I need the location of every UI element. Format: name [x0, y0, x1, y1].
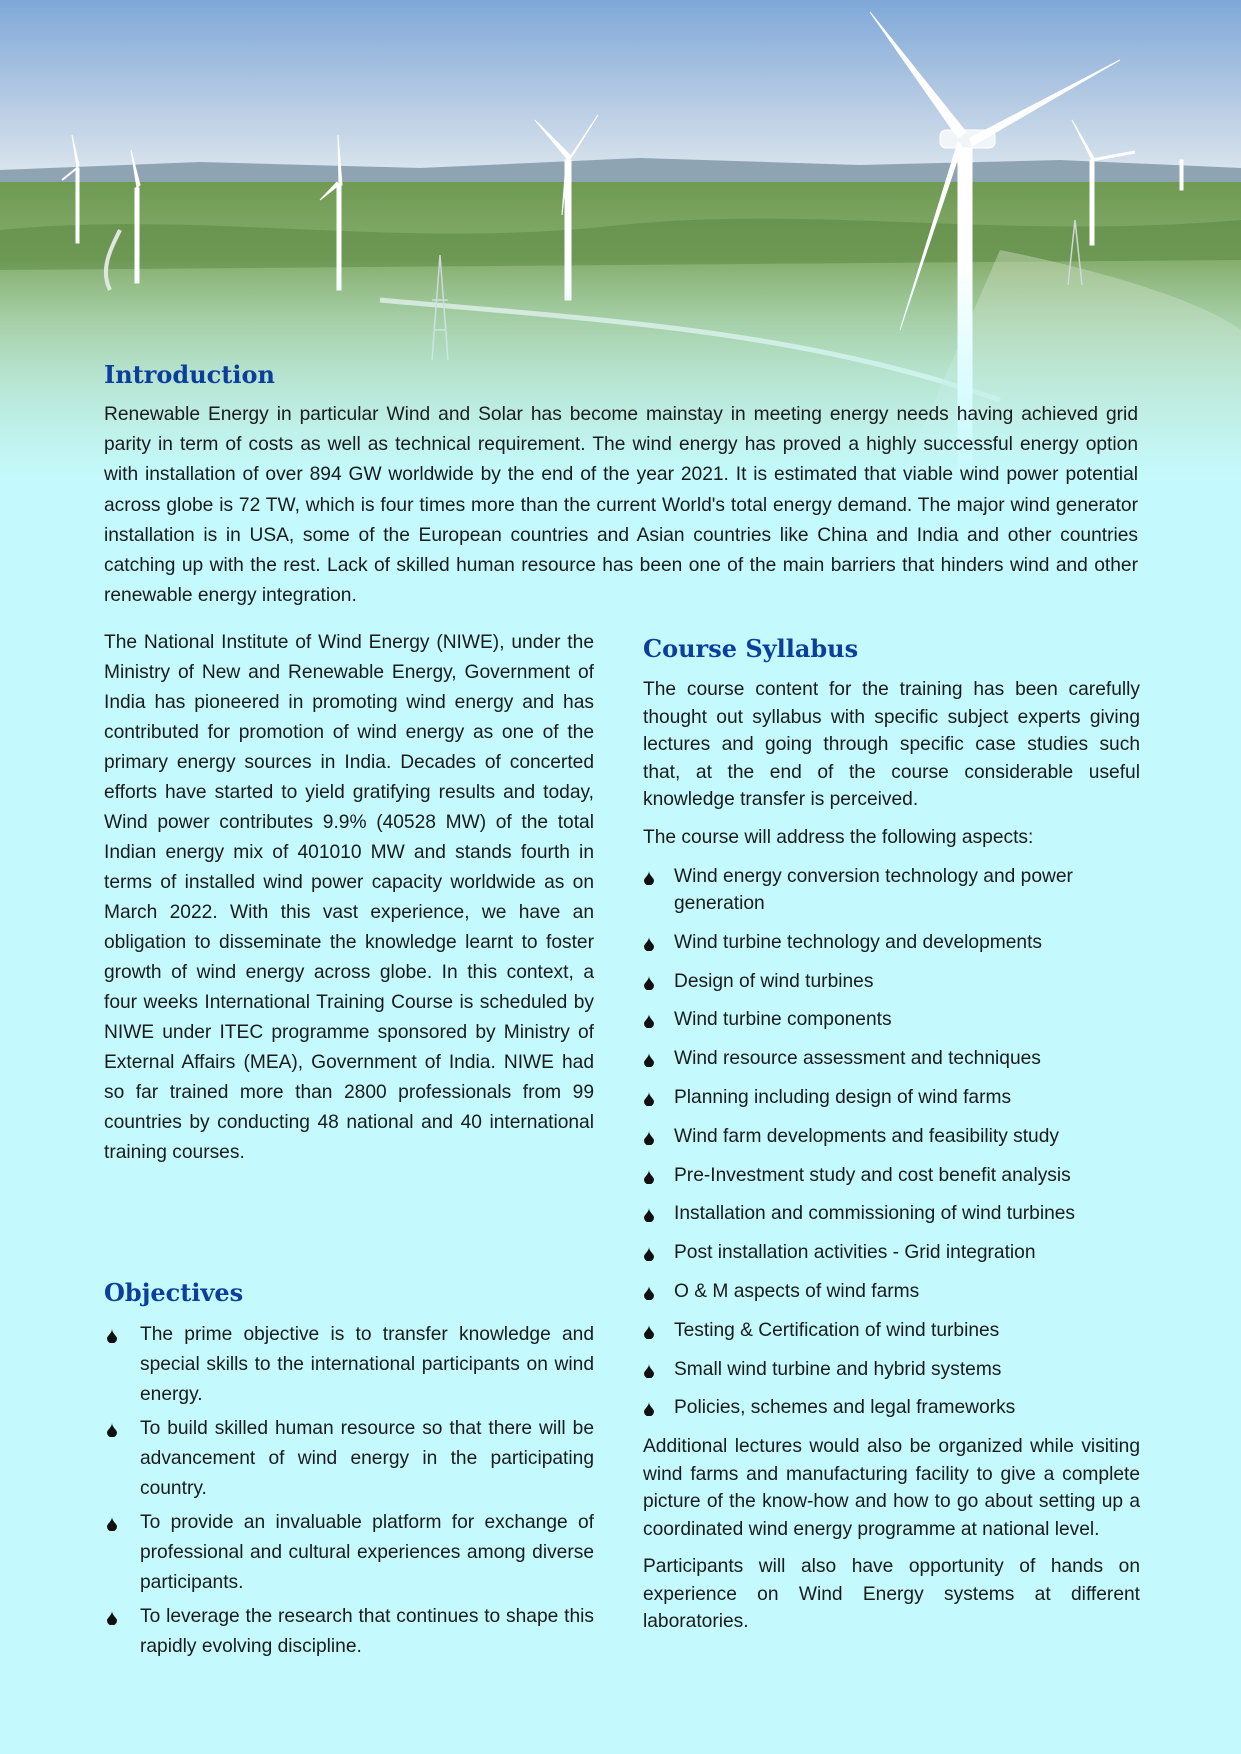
list-item: [643, 929, 1140, 956]
introduction-section: [104, 358, 1138, 611]
participants-paragraph: Participants will also have opportunity of hands on experience on Wind Energy systems at different laboratories.: [643, 1556, 1140, 1633]
drop-bullet-icon: [643, 1402, 655, 1416]
list-item: [643, 1200, 1140, 1227]
introduction-heading: Introduction: [104, 360, 275, 389]
syllabus-intro-paragraph: The course content for the training has been carefully thought out syllabus with specific subject experts giving lectures and going through specific case studies such that, at the end of the course considerable useful knowledge transfer is perceived.: [643, 679, 1140, 810]
syllabus-item-text: Wind turbine technology and developments: [674, 931, 1042, 953]
drop-bullet-icon: [106, 1329, 118, 1343]
list-item: [643, 1123, 1140, 1150]
drop-bullet-icon: [643, 1053, 655, 1067]
syllabus-lead-text: The course will address the following aspects:: [643, 826, 1034, 848]
syllabus-item-text: Testing & Certification of wind turbines: [674, 1319, 1000, 1341]
list-item: [643, 1045, 1140, 1072]
syllabus-item-text: Policies, schemes and legal frameworks: [674, 1397, 1016, 1419]
syllabus-item-text: Wind energy conversion technology and power generation: [674, 866, 1073, 914]
list-item: [643, 863, 1140, 917]
list-item: [643, 1084, 1140, 1111]
syllabus-item-text: Wind turbine components: [674, 1009, 892, 1031]
objective-text: To leverage the research that continues to shape this rapidly evolving discipline.: [140, 1606, 594, 1657]
drop-bullet-icon: [643, 1131, 655, 1145]
syllabus-list: [643, 863, 1140, 1421]
syllabus-item-text: Wind resource assessment and techniques: [674, 1048, 1041, 1070]
drop-bullet-icon: [643, 1247, 655, 1261]
objectives-list: [104, 1320, 594, 1662]
list-item: [104, 1508, 594, 1598]
list-item: [643, 1356, 1140, 1383]
list-item: [643, 1239, 1140, 1266]
course-syllabus-section: [643, 632, 1140, 1636]
syllabus-item-text: Planning including design of wind farms: [674, 1086, 1012, 1108]
additional-lectures-paragraph: Additional lectures would also be organized while visiting wind farms and manufacturing facility to give a complete picture of the know-how and how to go about setting up a coordinated wind energy programme at national level.: [643, 1436, 1140, 1540]
course-syllabus-heading: Course Syllabus: [643, 634, 859, 663]
objective-text: The prime objective is to transfer knowledge and special skills to the international participants on wind energy.: [140, 1324, 594, 1405]
syllabus-item-text: O & M aspects of wind farms: [674, 1280, 920, 1302]
objectives-section: [104, 1276, 594, 1666]
drop-bullet-icon: [643, 937, 655, 951]
drop-bullet-icon: [643, 1286, 655, 1300]
objective-text: To build skilled human resource so that there will be advancement of wind energy in the participating country.: [140, 1418, 594, 1499]
drop-bullet-icon: [643, 1092, 655, 1106]
syllabus-item-text: Installation and commissioning of wind turbines: [674, 1203, 1076, 1225]
drop-bullet-icon: [643, 1208, 655, 1222]
drop-bullet-icon: [106, 1611, 118, 1625]
syllabus-item-text: Post installation activities - Grid integration: [674, 1242, 1036, 1264]
drop-bullet-icon: [643, 1364, 655, 1378]
drop-bullet-icon: [643, 1325, 655, 1339]
drop-bullet-icon: [106, 1423, 118, 1437]
list-item: [643, 1006, 1140, 1033]
niwe-section: [104, 628, 594, 1168]
syllabus-item-text: Small wind turbine and hybrid systems: [674, 1358, 1002, 1380]
drop-bullet-icon: [643, 1014, 655, 1028]
list-item: [104, 1602, 594, 1662]
syllabus-item-text: Design of wind turbines: [674, 970, 874, 992]
niwe-paragraph: The National Institute of Wind Energy (NIWE), under the Ministry of New and Renewable Energy, Government of India has pioneered in promoting wind energy and has contributed for promotion of wind energy as one of the primary energy sources in India. Decades of concerted efforts have started to yield gratifying results and today, Wind power contributes 9.9% (40528 MW) of the total Indian energy mix of 401010 MW and stands fourth in terms of installed wind power capacity worldwide as on March 2022. With this vast experience, we have an obligation to disseminate the knowledge learnt to foster growth of wind energy across globe. In this context, a four weeks International Training Course is scheduled by NIWE under ITEC programme sponsored by Ministry of External Affairs (MEA), Government of India. NIWE had so far trained more than 2800 professionals from 99 countries by conducting 48 national and 40 international training courses.: [104, 632, 594, 1163]
drop-bullet-icon: [643, 871, 655, 885]
drop-bullet-icon: [106, 1517, 118, 1531]
list-item: [104, 1320, 594, 1410]
list-item: [643, 968, 1140, 995]
introduction-paragraph: Renewable Energy in particular Wind and Solar has become mainstay in meeting energy needs having achieved grid parity in term of costs as well as technical requirement. The wind energy has proved a highly successful energy option with installation of over 894 GW worldwide by the end of the year 2021. It is estimated that viable wind power potential across globe is 72 TW, which is four times more than the current World's total energy demand. The major wind generator installation is in USA, some of the European countries and Asian countries like China and India and other countries catching up with the rest. Lack of skilled human resource has been one of the main barriers that hinders wind and other renewable energy integration.: [104, 404, 1138, 607]
drop-bullet-icon: [643, 1170, 655, 1184]
list-item: [643, 1162, 1140, 1189]
list-item: [643, 1394, 1140, 1421]
list-item: [643, 1278, 1140, 1305]
drop-bullet-icon: [643, 976, 655, 990]
objectives-heading: Objectives: [104, 1278, 244, 1307]
list-item: [104, 1414, 594, 1504]
list-item: [643, 1317, 1140, 1344]
syllabus-item-text: Pre-Investment study and cost benefit analysis: [674, 1164, 1071, 1186]
objective-text: To provide an invaluable platform for exchange of professional and cultural experiences among diverse participants.: [140, 1512, 594, 1593]
syllabus-item-text: Wind farm developments and feasibility study: [674, 1125, 1059, 1147]
